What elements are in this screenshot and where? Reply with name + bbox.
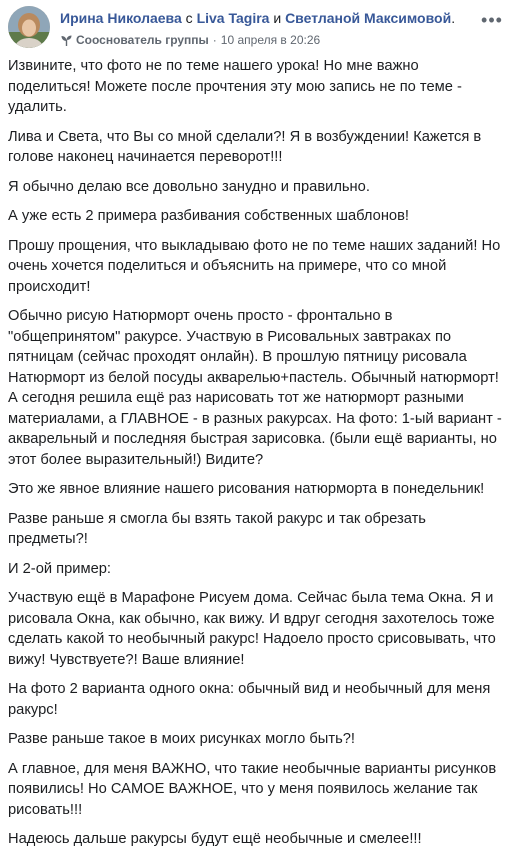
sprout-icon	[60, 34, 73, 47]
post-paragraph: Это же явное влияние нашего рисования натюрморта в понедельник!	[8, 481, 485, 497]
post-paragraph: Разве раньше я смогла бы взять такой ракурс и так обрезать предметы?!	[8, 510, 426, 547]
author-name-link[interactable]: Ирина Николаева	[60, 10, 182, 26]
post-paragraph: Лива и Света, что Вы со мной сделали?! Я в возбуждении! Кажется в голове наконец начинается переворот!!!	[8, 128, 482, 165]
post-header	[0, 0, 512, 56]
tagged-user-link-1[interactable]: Liva Tagira	[196, 10, 270, 26]
post-paragraph: Участвую ещё в Марафоне Рисуем дома. Сейчас была тема Окна. Я и рисовала Окна, как обычно, как вижу. И вдруг сегодня захотелось тоже сделать какой то необычный ракурс! Надоело просто срисовывать, что вижу! Чувствуете?! Ваше влияние!	[8, 590, 496, 668]
post-paragraph: Надеюсь дальше ракурсы будут ещё необычные и смелее!!!	[8, 831, 422, 847]
post-paragraph: Обычно рисую Натюрморт очень просто - фронтально в "общепринятом" ракурсе. Участвую в Рисовальных завтраках по пятницам (сейчас проходят онлайн). В прошлую пятницу рисовала Натюрморт из белой посуды акварелью+пастель. Обычный натюрморт! А сегодня решила ещё раз нарисовать тот же натюрморт разными материалами, а ГЛАВНОЕ - в разных ракурсах. На фото: 1-ый вариант - акварельный и последняя быстрая зарисовка. (были ещё варианты, но этот более выразительный!) Видите?	[8, 308, 502, 468]
post-paragraph: Извините, что фото не по теме нашего урока! Но мне важно поделиться! Можете после прочтения эту мою запись не по теме - удалить.	[8, 58, 462, 115]
tagged-user-link-2[interactable]: Светланой Максимовой	[285, 10, 452, 26]
meta-line	[60, 32, 320, 48]
post-paragraph: Разве раньше такое в моих рисунках могло быть?!	[8, 731, 355, 747]
with-prefix: с	[185, 10, 193, 26]
author-line	[60, 9, 455, 27]
avatar[interactable]	[8, 6, 50, 48]
post-text	[8, 56, 504, 859]
post-paragraph: А главное, для меня ВАЖНО, что такие необычные варианты рисунков появились! Но САМОЕ ВАЖНОЕ, что у меня появилось желание так рисовать!!!	[8, 760, 497, 818]
post-paragraph: На фото 2 варианта одного окна: обычный вид и необычный для меня ракурс!	[8, 681, 491, 718]
author-line-period: .	[451, 10, 456, 26]
avatar-image	[8, 6, 50, 48]
post-paragraph: Прошу прощения, что выкладываю фото не по теме наших заданий! Но очень хочется поделиться и объяснить на примере, что со мной происходит!	[8, 237, 501, 295]
and-word: и	[273, 10, 282, 26]
meta-separator: ·	[212, 33, 217, 47]
group-role-label: Сооснователь группы	[76, 33, 209, 47]
post-paragraph: А уже есть 2 примера разбивания собственных шаблонов!	[8, 208, 409, 224]
more-options-button[interactable]	[482, 10, 502, 30]
post-paragraph: И 2-ой пример:	[8, 560, 111, 577]
post-paragraph: Я обычно делаю все довольно занудно и правильно.	[8, 178, 370, 195]
more-icon: •••	[481, 9, 503, 30]
post-date-link[interactable]: 10 апреля в 20:26	[220, 33, 321, 47]
